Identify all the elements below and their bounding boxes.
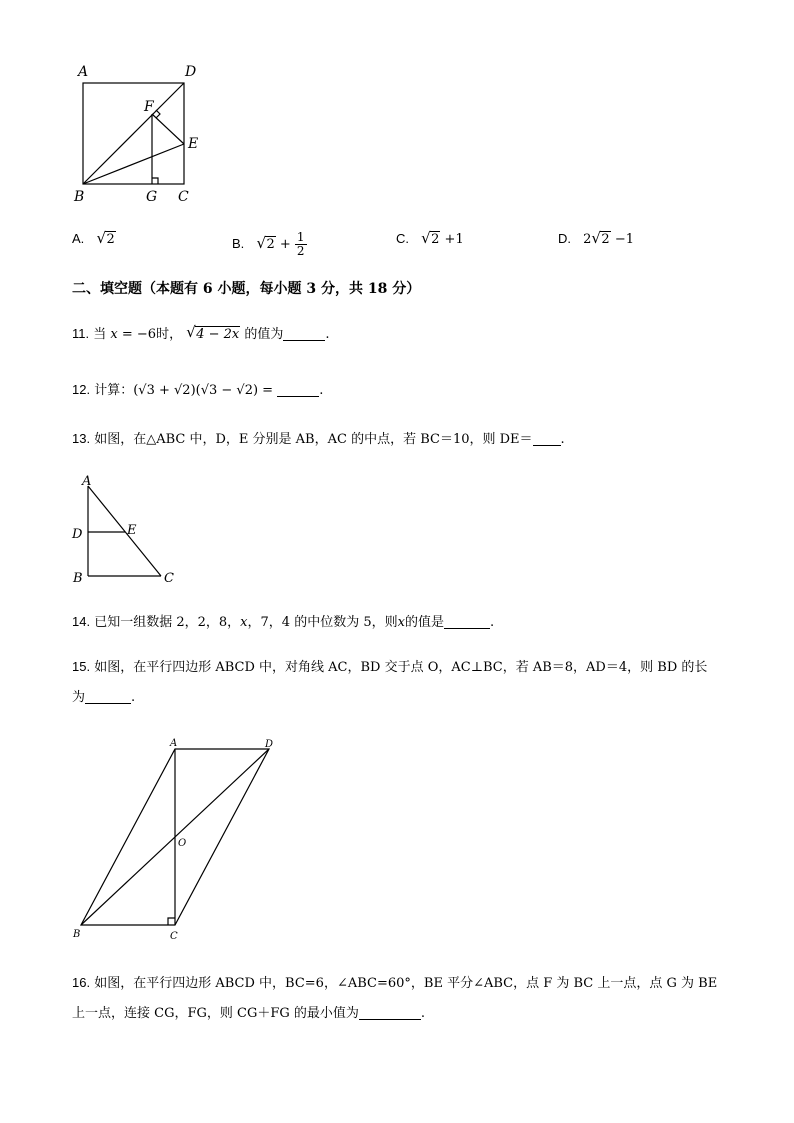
q11-end: . — [325, 327, 330, 342]
q12-answer-blank[interactable] — [277, 382, 319, 397]
label-B: B — [73, 571, 83, 586]
q12-expr: (√3 + √2)(√3 − √2) = — [133, 383, 274, 398]
square-figure — [70, 58, 210, 208]
right-angle-f — [156, 110, 160, 118]
q13-text: 如图，在△ABC 中，D，E 分别是 AB，AC 的中点，若 BC＝10，则 DE＝ — [94, 432, 533, 447]
q16-end: . — [420, 1006, 426, 1021]
label-G: G — [146, 189, 158, 205]
label-D: D — [265, 739, 274, 750]
option-d[interactable]: D. 2 √ 2 −1 — [558, 229, 634, 247]
label-E: E — [127, 523, 137, 538]
q15-line1: 如图，在平行四边形 ABCD 中，对角线 AC，BD 交于点 O，AC⊥BC，若 AB＝8，AD＝4，则 BD 的长 — [94, 660, 708, 675]
option-d-expr: √ 2 — [591, 229, 610, 247]
label-D: D — [72, 527, 83, 542]
label-D: D — [185, 64, 197, 80]
label-A: A — [78, 64, 89, 80]
parallelogram-figure — [66, 733, 286, 945]
q16-line2-pre: 上一点，连接 CG，FG，则 CG＋FG 的最小值为 — [72, 1006, 359, 1021]
q11-pre: 当 — [93, 327, 107, 342]
option-d-label: D. — [558, 231, 571, 246]
label-B: B — [74, 189, 85, 205]
label-F: F — [144, 99, 154, 115]
q11-post: 的值为 — [244, 327, 284, 342]
q11-var: x — [110, 327, 118, 342]
q16-number: 16. — [72, 975, 91, 990]
right-angle-c — [168, 918, 175, 925]
option-c[interactable]: C. √ 2 +1 — [396, 229, 464, 247]
q16-line1: 如图，在平行四边形 ABCD 中，BC=6，∠ABC=60°，BE 平分∠ABC，点 F 为 BC 上一点，点 G 为 BE — [94, 976, 718, 991]
option-a[interactable] — [72, 231, 116, 247]
q14-text-post: 的值是 — [404, 615, 444, 630]
fraction-half: $\frac{1}{2}$ — [296, 230, 305, 258]
question-16-line1 — [72, 973, 717, 994]
option-a-label: A. — [72, 231, 85, 246]
q11-sqrt: √ 4 − 2x — [186, 323, 240, 342]
label-A: A — [170, 738, 178, 749]
label-C: C — [164, 571, 174, 586]
label-O: O — [178, 838, 187, 849]
q11-mid: = −6时， — [121, 327, 183, 342]
q12-pre: 计算： — [94, 383, 134, 398]
q14-answer-blank[interactable] — [444, 614, 490, 629]
q15-number: 15. — [72, 659, 91, 674]
question-15-line1 — [72, 657, 707, 678]
label-C: C — [170, 931, 178, 942]
q13-answer-blank[interactable] — [533, 431, 561, 446]
q15-answer-blank[interactable] — [85, 689, 131, 704]
q14-text-pre: 已知一组数据 2，2，8， — [94, 615, 241, 630]
q14-number: 14. — [72, 614, 91, 629]
section-title: 二、填空题（本题有 6 小题，每小题 3 分，共 18 分） — [72, 281, 421, 297]
question-13 — [72, 429, 565, 450]
label-C: C — [178, 189, 189, 205]
right-angle-g — [152, 178, 158, 184]
question-15-line2 — [72, 688, 135, 708]
q13-number: 13. — [72, 431, 91, 446]
q14-text-mid: ，7，4 的中位数为 5，则 — [247, 615, 398, 630]
option-a-expr: √ 2 — [96, 229, 115, 247]
q15-end: . — [131, 690, 136, 705]
triangle-figure — [68, 472, 188, 590]
option-c-expr: √ 2 — [421, 229, 440, 247]
side-ac — [88, 486, 161, 576]
q15-line2-pre: 为 — [72, 690, 86, 705]
q11-number: 11. — [72, 326, 90, 341]
question-16-line2 — [72, 1004, 425, 1024]
q14-var: x — [240, 615, 248, 630]
option-b-expr: √ 2 — [256, 234, 275, 252]
q16-answer-blank[interactable] — [359, 1005, 421, 1020]
label-A: A — [82, 474, 92, 489]
q11-radicand: 4 − 2x — [196, 327, 240, 342]
q13-end: . — [560, 432, 565, 447]
diagonal-bd — [83, 83, 184, 184]
question-14 — [72, 612, 494, 633]
q14-end: . — [489, 615, 495, 630]
segment-be — [83, 144, 184, 184]
option-b-label: B. — [232, 236, 245, 251]
label-B: B — [73, 929, 81, 940]
q11-answer-blank[interactable] — [283, 326, 325, 341]
question-11 — [72, 324, 330, 345]
label-E: E — [188, 136, 199, 152]
q12-number: 12. — [72, 382, 91, 397]
option-c-label: C. — [396, 231, 409, 246]
option-b[interactable]: B. √ 2 + $\frac{1}{2}$ — [232, 230, 305, 258]
q14-var2: x — [397, 615, 405, 630]
segment-fe — [152, 114, 184, 144]
q12-end: . — [319, 383, 324, 398]
question-12 — [72, 380, 323, 401]
